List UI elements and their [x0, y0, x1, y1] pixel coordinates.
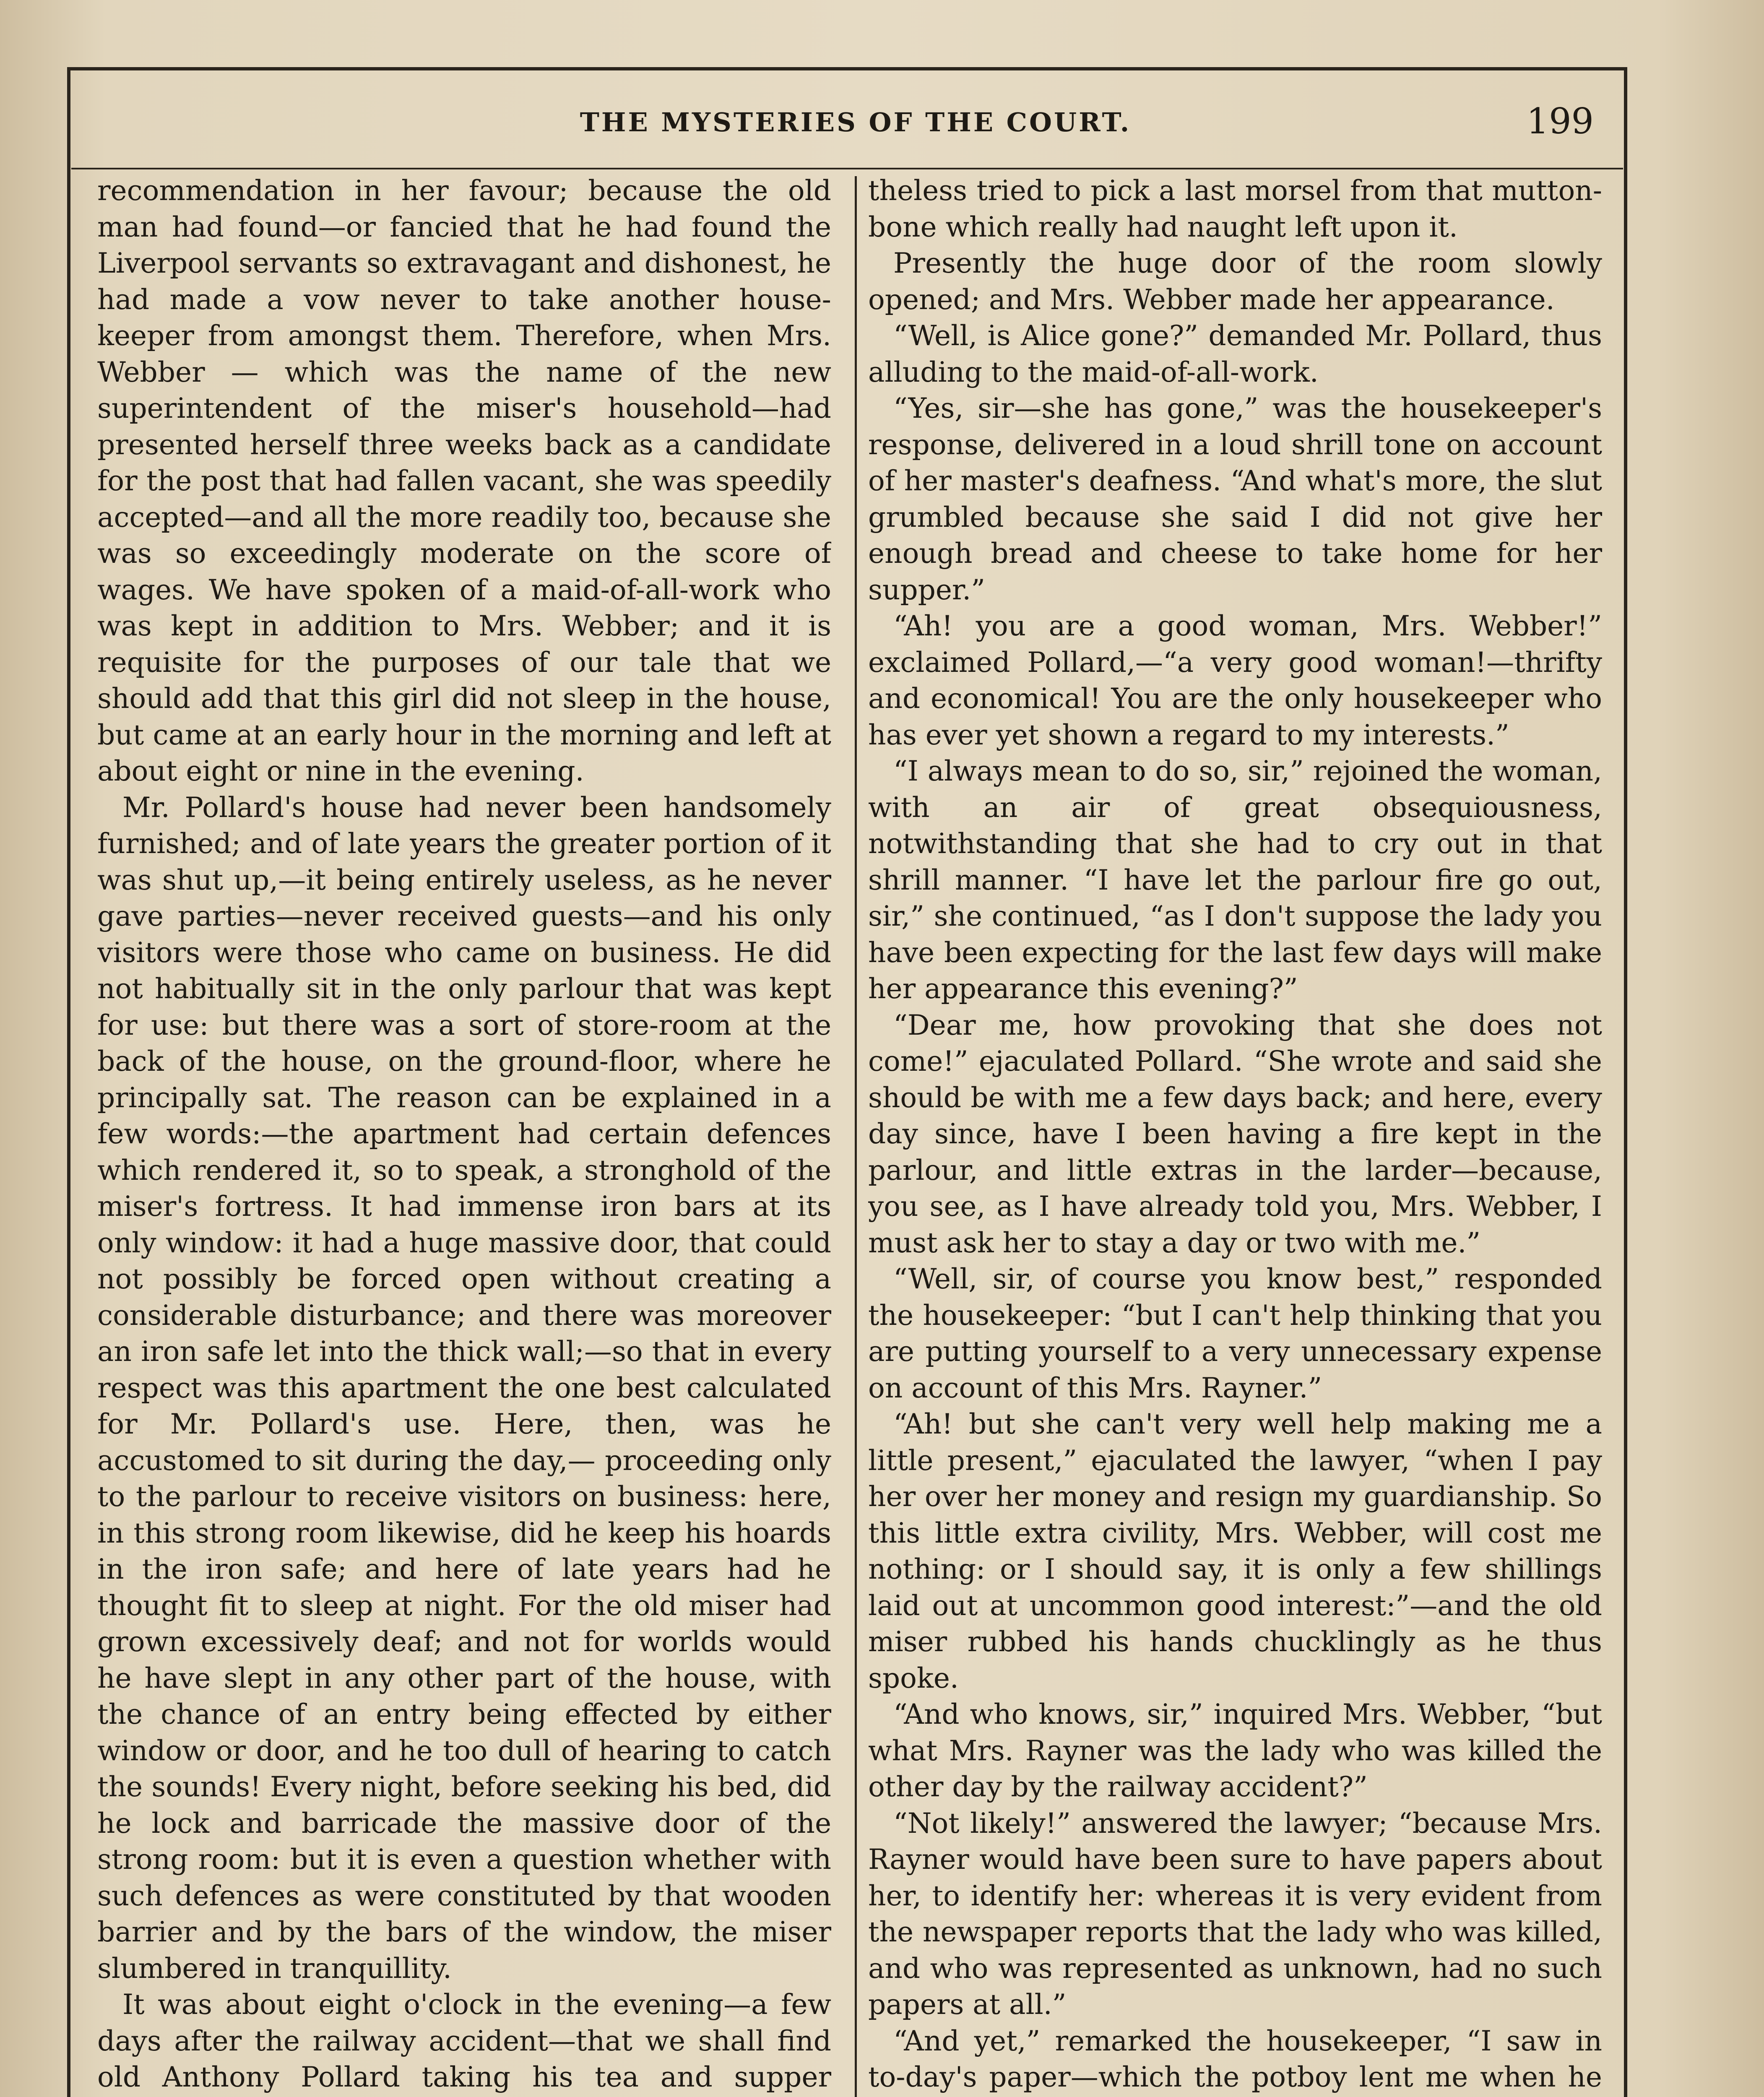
paragraph: “Not likely!” answered the lawyer; “because Mrs. Rayner would have been sure to have papers about her, to identify her: whereas it is very evident from the newspaper reports that the lady who was killed, and who was represented as unknown, had no such papers at all.”	[868, 1807, 1602, 2021]
right-column	[868, 173, 1602, 2097]
paragraph: It was about eight o'clock in the evening—a few days after the railway accident—that we shall find old Anthony Pollard taking his tea and supper	[97, 1988, 831, 2093]
paragraph: “I always mean to do so, sir,” rejoined the woman, with an air of great obsequiousness, notwithstanding that she had to cry out in that shrill manner. “I have let the parlour fire go out, sir,” she continued, “as I don't suppose the lady you have been expecting for the last few days will make her appearance this evening?”	[868, 755, 1602, 1005]
running-title: THE MYSTERIES OF THE COURT.	[580, 107, 1132, 138]
column-divider	[855, 176, 857, 2097]
paragraph: recommendation in her favour; because the old man had found—or fancied that he had found the Liverpool servants so extravagant and dishonest, he had made a vow never to take another house-keeper from amongst them. Therefore, when Mrs. Webber — which was the name of the new superintendent of the miser's household—had presented herself three weeks back as a candidate for the post that had fallen vacant, she was speedily accepted—and all the more readily too, because she was so exceedingly moderate on the score of wages. We have spoken of a maid-of-all-work who was kept in addition to Mrs. Webber; and it is requisite for the purposes of our tale that we should add that this girl did not sleep in the house, but came at an early hour in the morning and left at about eight or nine in the evening.	[97, 174, 831, 787]
paragraph: Presently the huge door of the room slowly opened; and Mrs. Webber made her appearance.	[868, 247, 1602, 316]
paragraph: “And who knows, sir,” inquired Mrs. Webber, “but what Mrs. Rayner was the lady who was killed the other day by the railway accident?”	[868, 1698, 1602, 1803]
paragraph: “Ah! you are a good woman, Mrs. Webber!” exclaimed Pollard,—“a very good woman!—thrifty and economical! You are the only housekeeper who has ever yet shown a regard to my interests.”	[868, 610, 1602, 751]
paragraph: “And yet,” remarked the housekeeper, “I saw in to-day's paper—which the potboy lent me when he	[868, 2024, 1602, 2093]
paragraph: “Yes, sir—she has gone,” was the housekeeper's response, delivered in a loud shrill tone on account of her master's deafness. “And what's more, the slut grumbled because she said I did not give her enough bread and cheese to take home for her supper.”	[868, 392, 1602, 606]
paragraph: Mr. Pollard's house had never been handsomely furnished; and of late years the greater portion of it was shut up,—it being entirely useless, as he never gave parties—never received guests—and his only visitors were those who came on business. He did not habitually sit in the only parlour that was kept for use: but there was a sort of store-room at the back of the house, on the ground-floor, where he principally sat. The reason can be explained in a few words:—the apartment had certain defences which rendered it, so to speak, a stronghold of the miser's fortress. It had immense iron bars at its only window: it had a huge massive door, that could not possibly be forced open without creating a considerable disturbance; and there was moreover an iron safe let into the thick wall;—so that in every respect was this apartment the one best calculated for Mr. Pollard's use. Here, then, was he accustomed to sit during the day,— proceeding only to the parlour to receive visitors on business: here, in this strong room likewise, did he keep his hoards in the iron safe; and here of late years had he thought fit to sleep at night. For the old miser had grown excessively deaf; and not for worlds would he have slept in any other part of the house, with the chance of an entry being effected by either window or door, and he too dull of hearing to catch the sounds! Every night, before seeking his bed, did he lock and barricade the massive door of the strong room: but it is even a question whether with such defences as were constituted by that wooden barrier and by the bars of the window, the miser slumbered in tranquillity.	[97, 791, 831, 1985]
paragraph: “Well, sir, of course you know best,” responded the housekeeper: “but I can't help thinking that you are putting yourself to a very unnecessary expense on account of this Mrs. Rayner.”	[868, 1263, 1602, 1404]
left-column	[97, 173, 831, 2097]
paragraph: “Ah! but she can't very well help making me a little present,” ejaculated the lawyer, “when I pay her over her money and resign my guardianship. So this little extra civility, Mrs. Webber, will cost me nothing: or I should say, it is only a few shillings laid out at uncommon good interest:”—and the old miser rubbed his hands chucklingly as he thus spoke.	[868, 1408, 1602, 1694]
paragraph: “Dear me, how provoking that she does not come!” ejaculated Pollard. “She wrote and said she should be with me a few days back; and here, every day since, have I been having a fire kept in the parlour, and little extras in the larder—because, you see, as I have already told you, Mrs. Webber, I must ask her to stay a day or two with me.”	[868, 1009, 1602, 1259]
page-number: 199	[1526, 101, 1594, 142]
page-header	[92, 90, 1619, 149]
header-rule	[71, 168, 1623, 169]
paragraph: “Well, is Alice gone?” demanded Mr. Pollard, thus alluding to the maid-of-all-work.	[868, 320, 1602, 388]
paragraph: theless tried to pick a last morsel from that mutton-bone which really had naught left upon it.	[868, 174, 1602, 243]
